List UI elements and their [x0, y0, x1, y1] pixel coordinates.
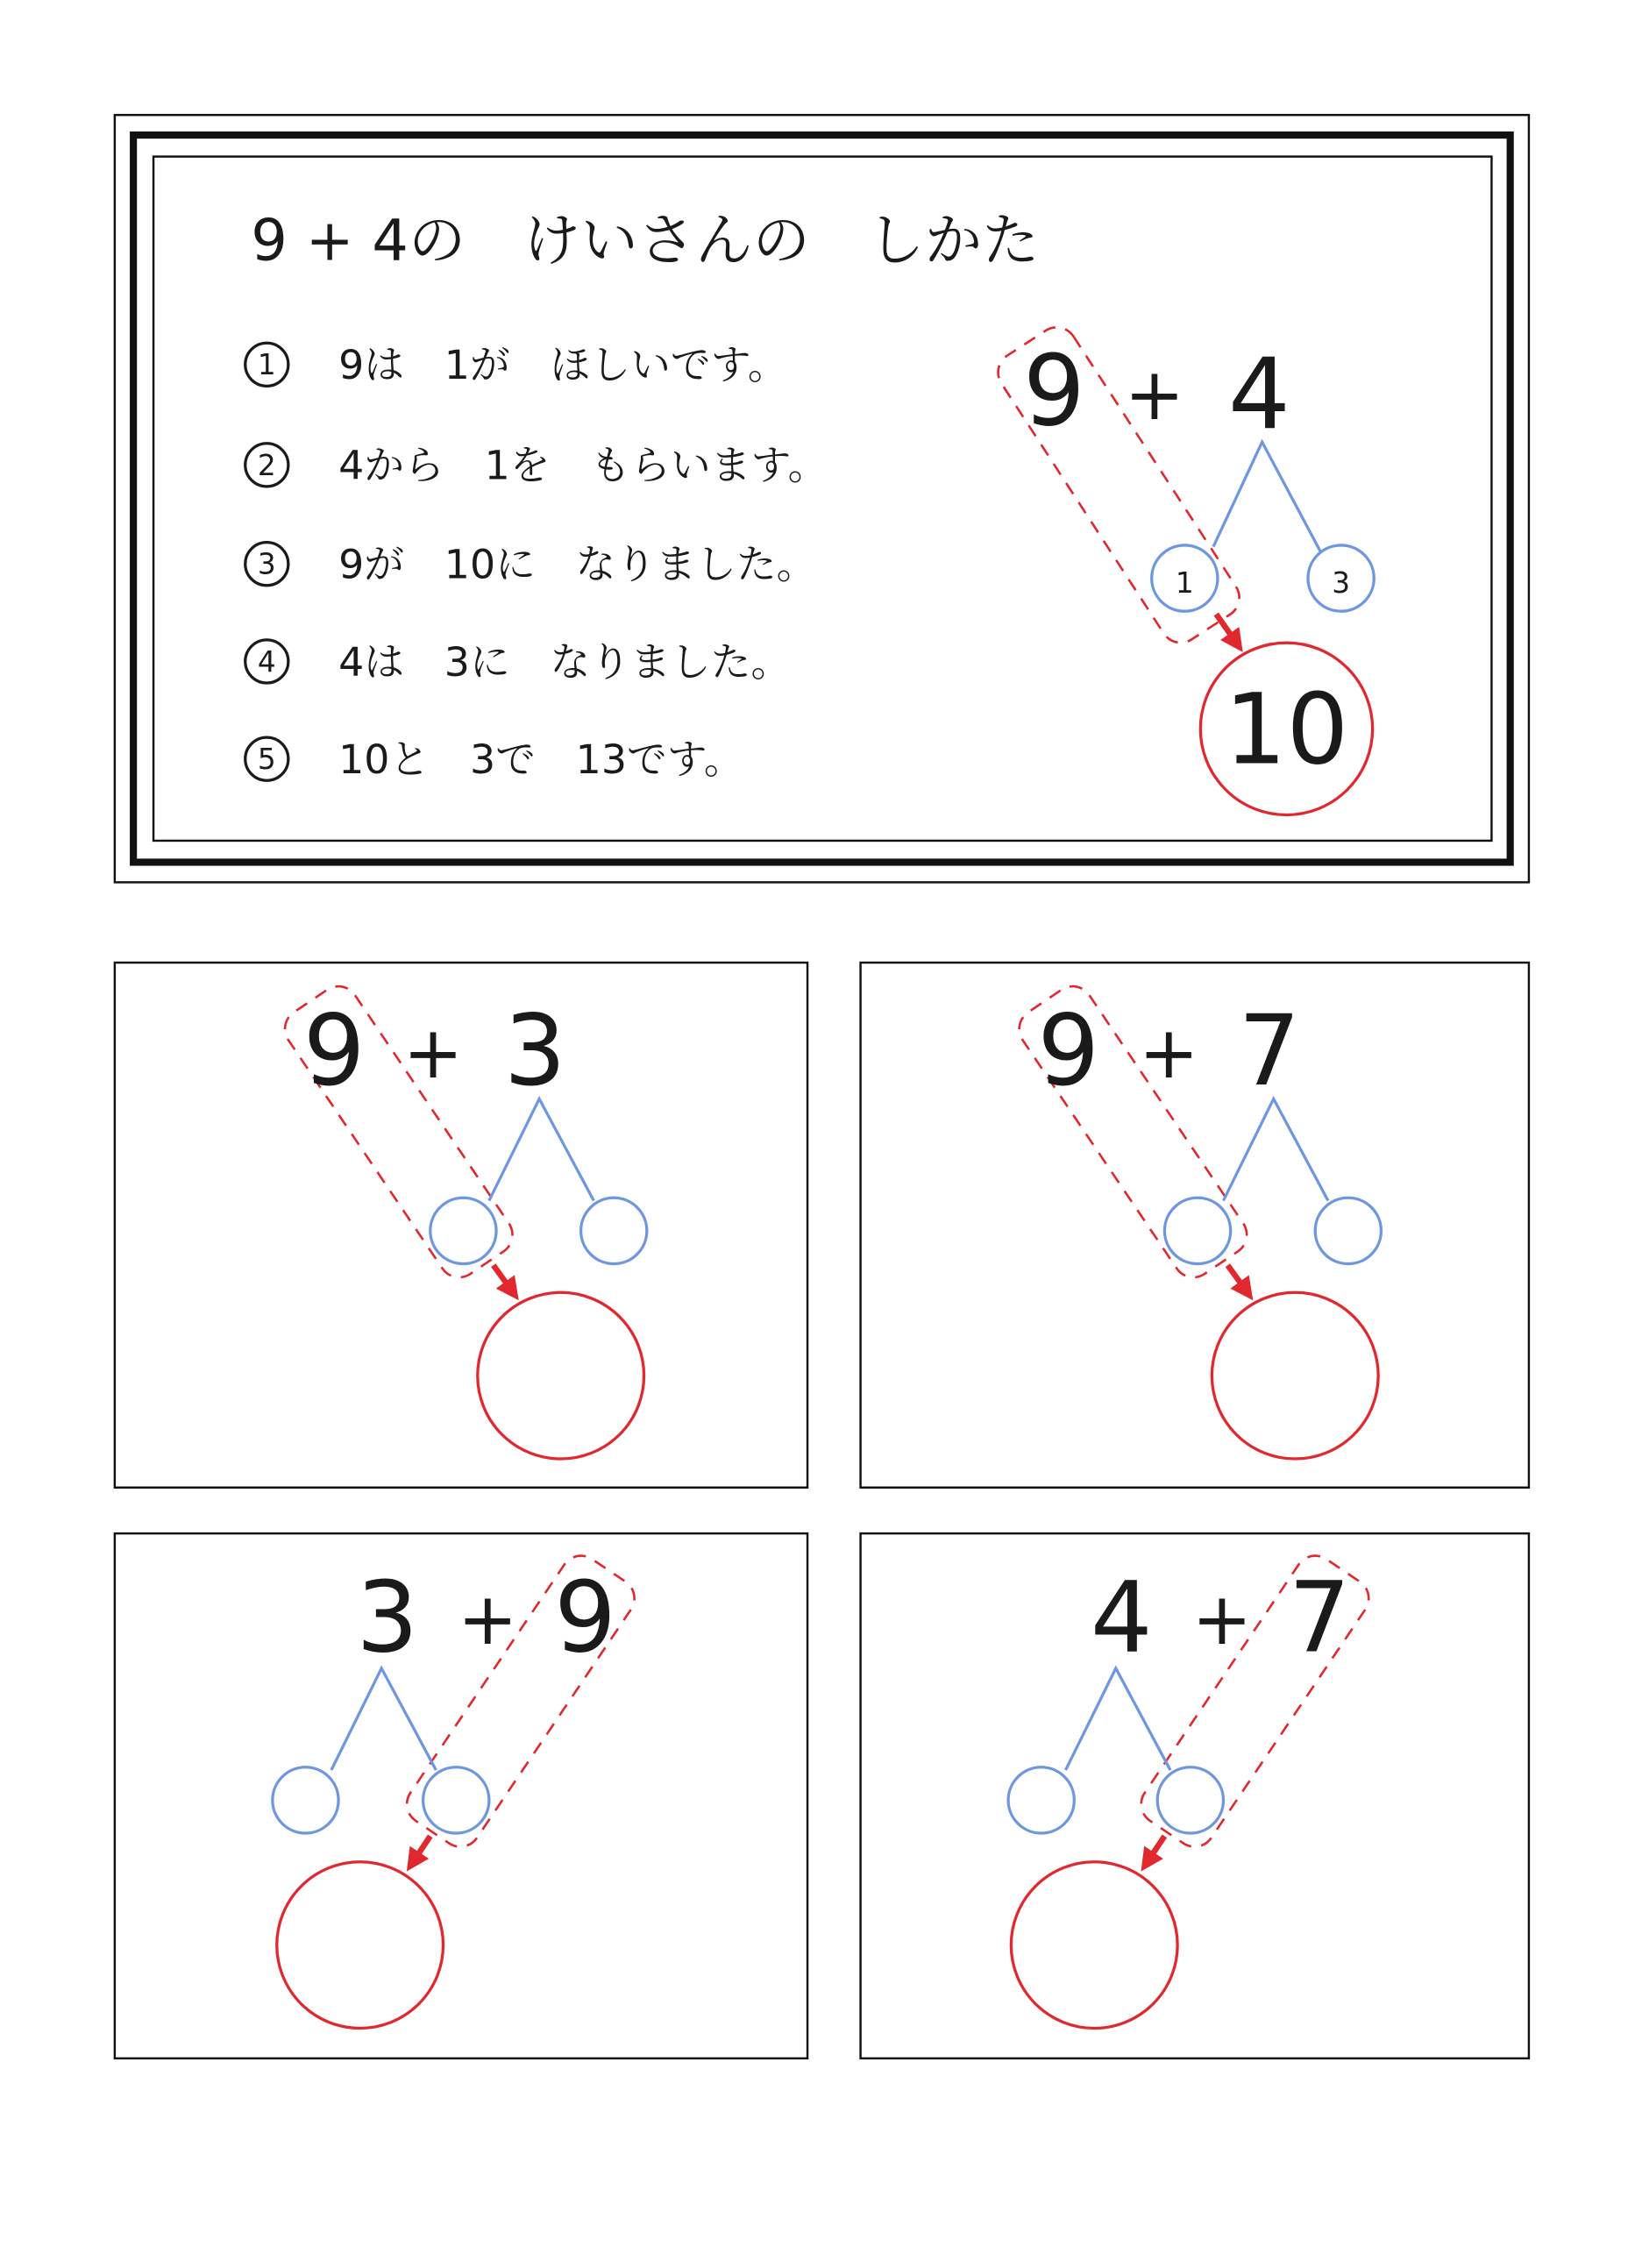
operator: +: [1124, 352, 1185, 437]
arrow-icon: [1227, 1265, 1246, 1290]
operator: +: [402, 1011, 464, 1095]
result-value: 10: [1224, 673, 1349, 787]
operator: +: [457, 1578, 518, 1662]
addend-left: 9: [302, 995, 366, 1109]
split-circle-a[interactable]: [1008, 1767, 1074, 1833]
split-circle-b[interactable]: [1157, 1767, 1223, 1833]
step-1: [245, 341, 788, 388]
step-number: 5: [257, 743, 276, 777]
example-title: 9 + 4の けいさんの しかた: [251, 207, 1040, 274]
split-circle-a[interactable]: [1164, 1198, 1230, 1263]
addend-left: 4: [1090, 1561, 1153, 1675]
example-diagram: [991, 320, 1375, 815]
step-number: 2: [257, 448, 276, 482]
exercise-1: [115, 963, 807, 1488]
operator: +: [1191, 1578, 1253, 1662]
split-circle-a[interactable]: [430, 1198, 496, 1263]
step-number: 4: [257, 644, 276, 679]
arrow-icon: [1148, 1836, 1165, 1861]
exercise-4: [861, 1533, 1529, 2058]
step-text: 4から 1を もらいます。: [338, 441, 828, 489]
result-circle[interactable]: [277, 1862, 444, 2029]
addend-right: 9: [554, 1561, 616, 1675]
operator: +: [1139, 1011, 1199, 1095]
addend-left: 3: [356, 1561, 419, 1675]
exercise-2: [861, 963, 1529, 1488]
addend-right: 3: [503, 995, 566, 1109]
example-box: [115, 115, 1529, 882]
addend-right: 7: [1288, 1561, 1351, 1675]
step-text: 9は 1が ほしいです。: [338, 341, 788, 389]
step-text: 9が 10に なりました。: [338, 540, 817, 588]
addend-right: 4: [1227, 338, 1290, 451]
addend-left: 9: [1023, 335, 1085, 449]
split-branch: [1213, 442, 1321, 552]
split-circle-b[interactable]: [1315, 1198, 1381, 1263]
addend-left: 9: [1037, 995, 1100, 1109]
step-2: [245, 442, 828, 489]
split-branch: [1223, 1098, 1327, 1200]
result-circle[interactable]: [1011, 1862, 1177, 2029]
split-circle-b[interactable]: [581, 1198, 647, 1263]
split-branch: [331, 1668, 436, 1770]
step-text: 4は 3に なりました。: [338, 637, 792, 686]
split-circle-a[interactable]: [273, 1767, 338, 1833]
exercise-3: [115, 1533, 807, 2058]
addend-right: 7: [1238, 995, 1301, 1109]
result-circle[interactable]: [1212, 1292, 1378, 1459]
step-text: 10と 3で 13です。: [338, 736, 744, 784]
step-5: [245, 736, 744, 783]
split-branch: [1066, 1668, 1170, 1770]
arrow-icon: [494, 1265, 512, 1290]
arrow-icon: [1216, 614, 1236, 643]
step-number: 3: [257, 547, 276, 581]
step-3: [245, 541, 817, 588]
step-number: 1: [257, 348, 276, 382]
split-branch: [489, 1098, 594, 1200]
result-circle[interactable]: [478, 1292, 644, 1459]
split-circle-b[interactable]: [423, 1767, 489, 1833]
arrow-icon: [413, 1836, 430, 1861]
split-value-a: 1: [1175, 565, 1194, 600]
split-value-b: 3: [1332, 565, 1351, 600]
step-4: [245, 638, 792, 686]
